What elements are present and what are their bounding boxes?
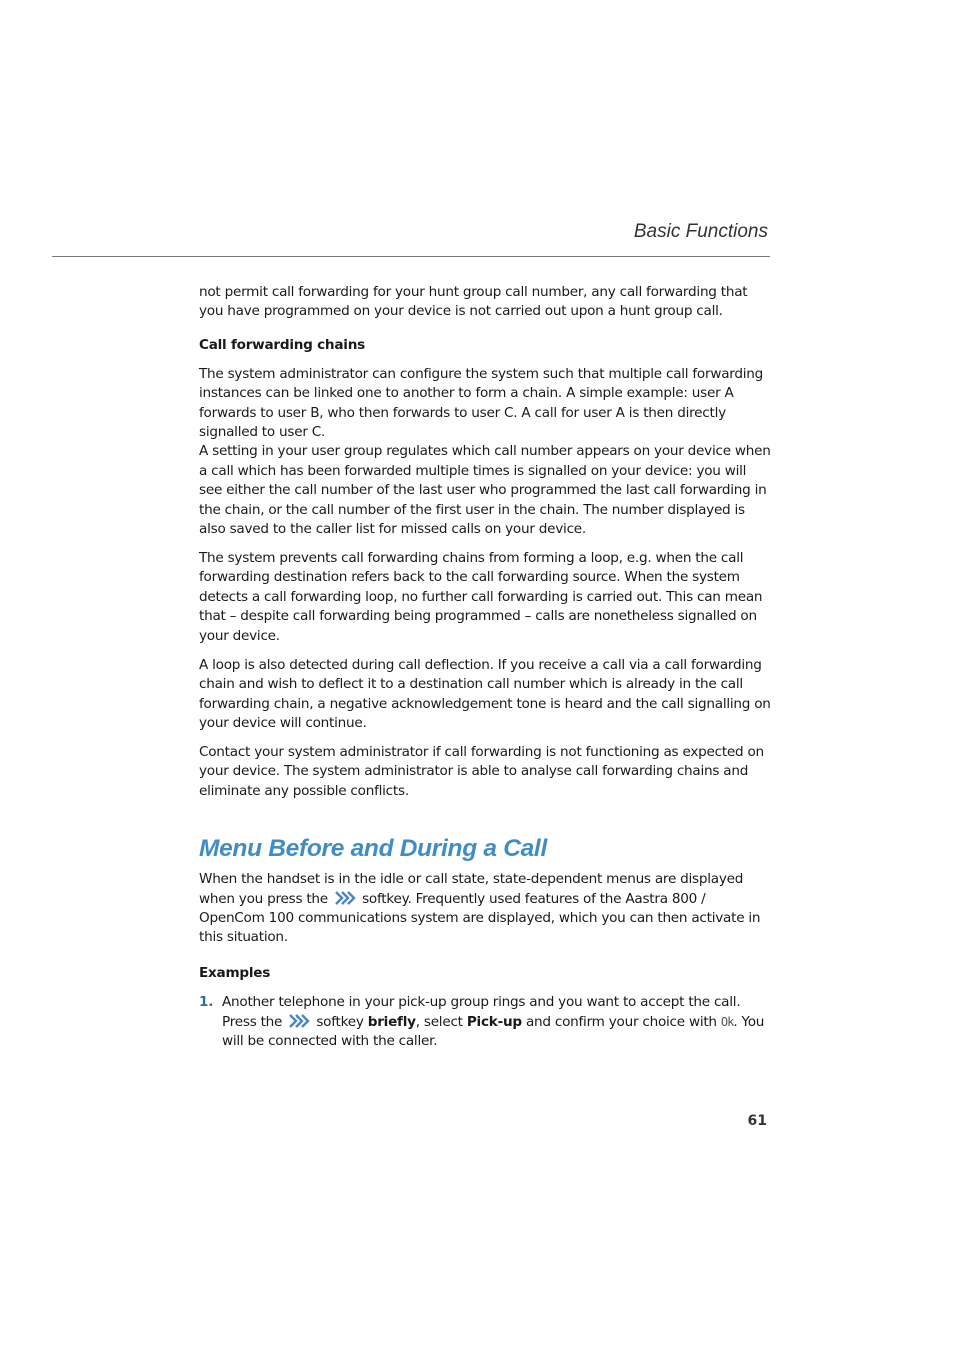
menu-text-after-icon: softkey. Frequently used features of the Aastra 800 / OpenCom 100 communications system are displayed, which you can then activate in this situation. [199,890,761,946]
paragraph-chains-3: The system prevents call forwarding chains from forming a loop, e.g. when the call forwarding destination refers back to the call forwarding source. When the system detects a call forwarding loop, no further call forwarding is carried out. This can mean that – despite call forwarding being programmed – calls are nonetheless signalled on your device. [199,550,763,644]
paragraph-chains-1: The system administrator can configure the system such that multiple call forwarding instances can be linked one to another to form a chain. A simple example: user A forwards to user B, who then forwards to user C. A call for user A is then directly signalled to user C. [199,365,764,441]
list-item-text [222,993,771,1051]
double-chevron-right-icon [334,891,356,905]
list-press-the: Press the [222,1013,283,1030]
ok-key-glyph: Ok [720,1014,734,1029]
page-number: 61 [747,1113,767,1129]
running-header-title: Basic Functions [633,221,768,242]
header-divider [52,256,770,257]
list-item-number: 1. [199,994,214,1011]
menu-text-before-icon: When the handset is in the idle or call state, state-dependent menus are displayed when you press the [199,871,744,907]
list-confirm: and confirm your choice with [525,1013,717,1030]
list-briefly: briefly [367,1013,416,1030]
subheading-examples: Examples [199,964,271,981]
page-body [199,283,771,1051]
intro-paragraph: not permit call forwarding for your hunt group call number, any call forwarding that you have programmed on your device is not carried out upon a hunt group call. [199,284,748,320]
paragraph-chains-2: A setting in your user group regulates which call number appears on your device when a call which has been forwarded multiple times is signalled on your device: you will see either the call number of the last user who programmed the last call forwarding in the chain, or the call number of the first user in the chain. The number displayed is also saved to the caller list for missed calls on your device. [199,443,771,538]
list-item-line1: Another telephone in your pick-up group rings and you want to accept the call. [222,994,741,1011]
list-select: , select [415,1013,463,1030]
paragraph-chains-4: A loop is also detected during call deflection. If you receive a call via a call forwarding chain and wish to deflect it to a destination call number which is already in the call forwarding chain, a negative acknowledgement tone is heard and the call signalling on your device will continue. [199,656,771,731]
paragraph-menu [199,870,771,948]
subheading-call-forwarding-chains: Call forwarding chains [199,336,365,353]
paragraph-chains-5: Contact your system administrator if call forwarding is not functioning as expected on your device. The system administrator is able to analyse call forwarding chains and eliminate any possible conflicts. [199,743,764,799]
list-softkey-word: softkey [316,1013,364,1030]
double-chevron-right-icon [288,1014,310,1028]
list-pickup: Pick-up [466,1013,522,1030]
list-end: . You will be connected with the caller. [222,1013,765,1049]
list-item [199,993,771,1051]
section-heading: Menu Before and During a Call [199,835,547,863]
